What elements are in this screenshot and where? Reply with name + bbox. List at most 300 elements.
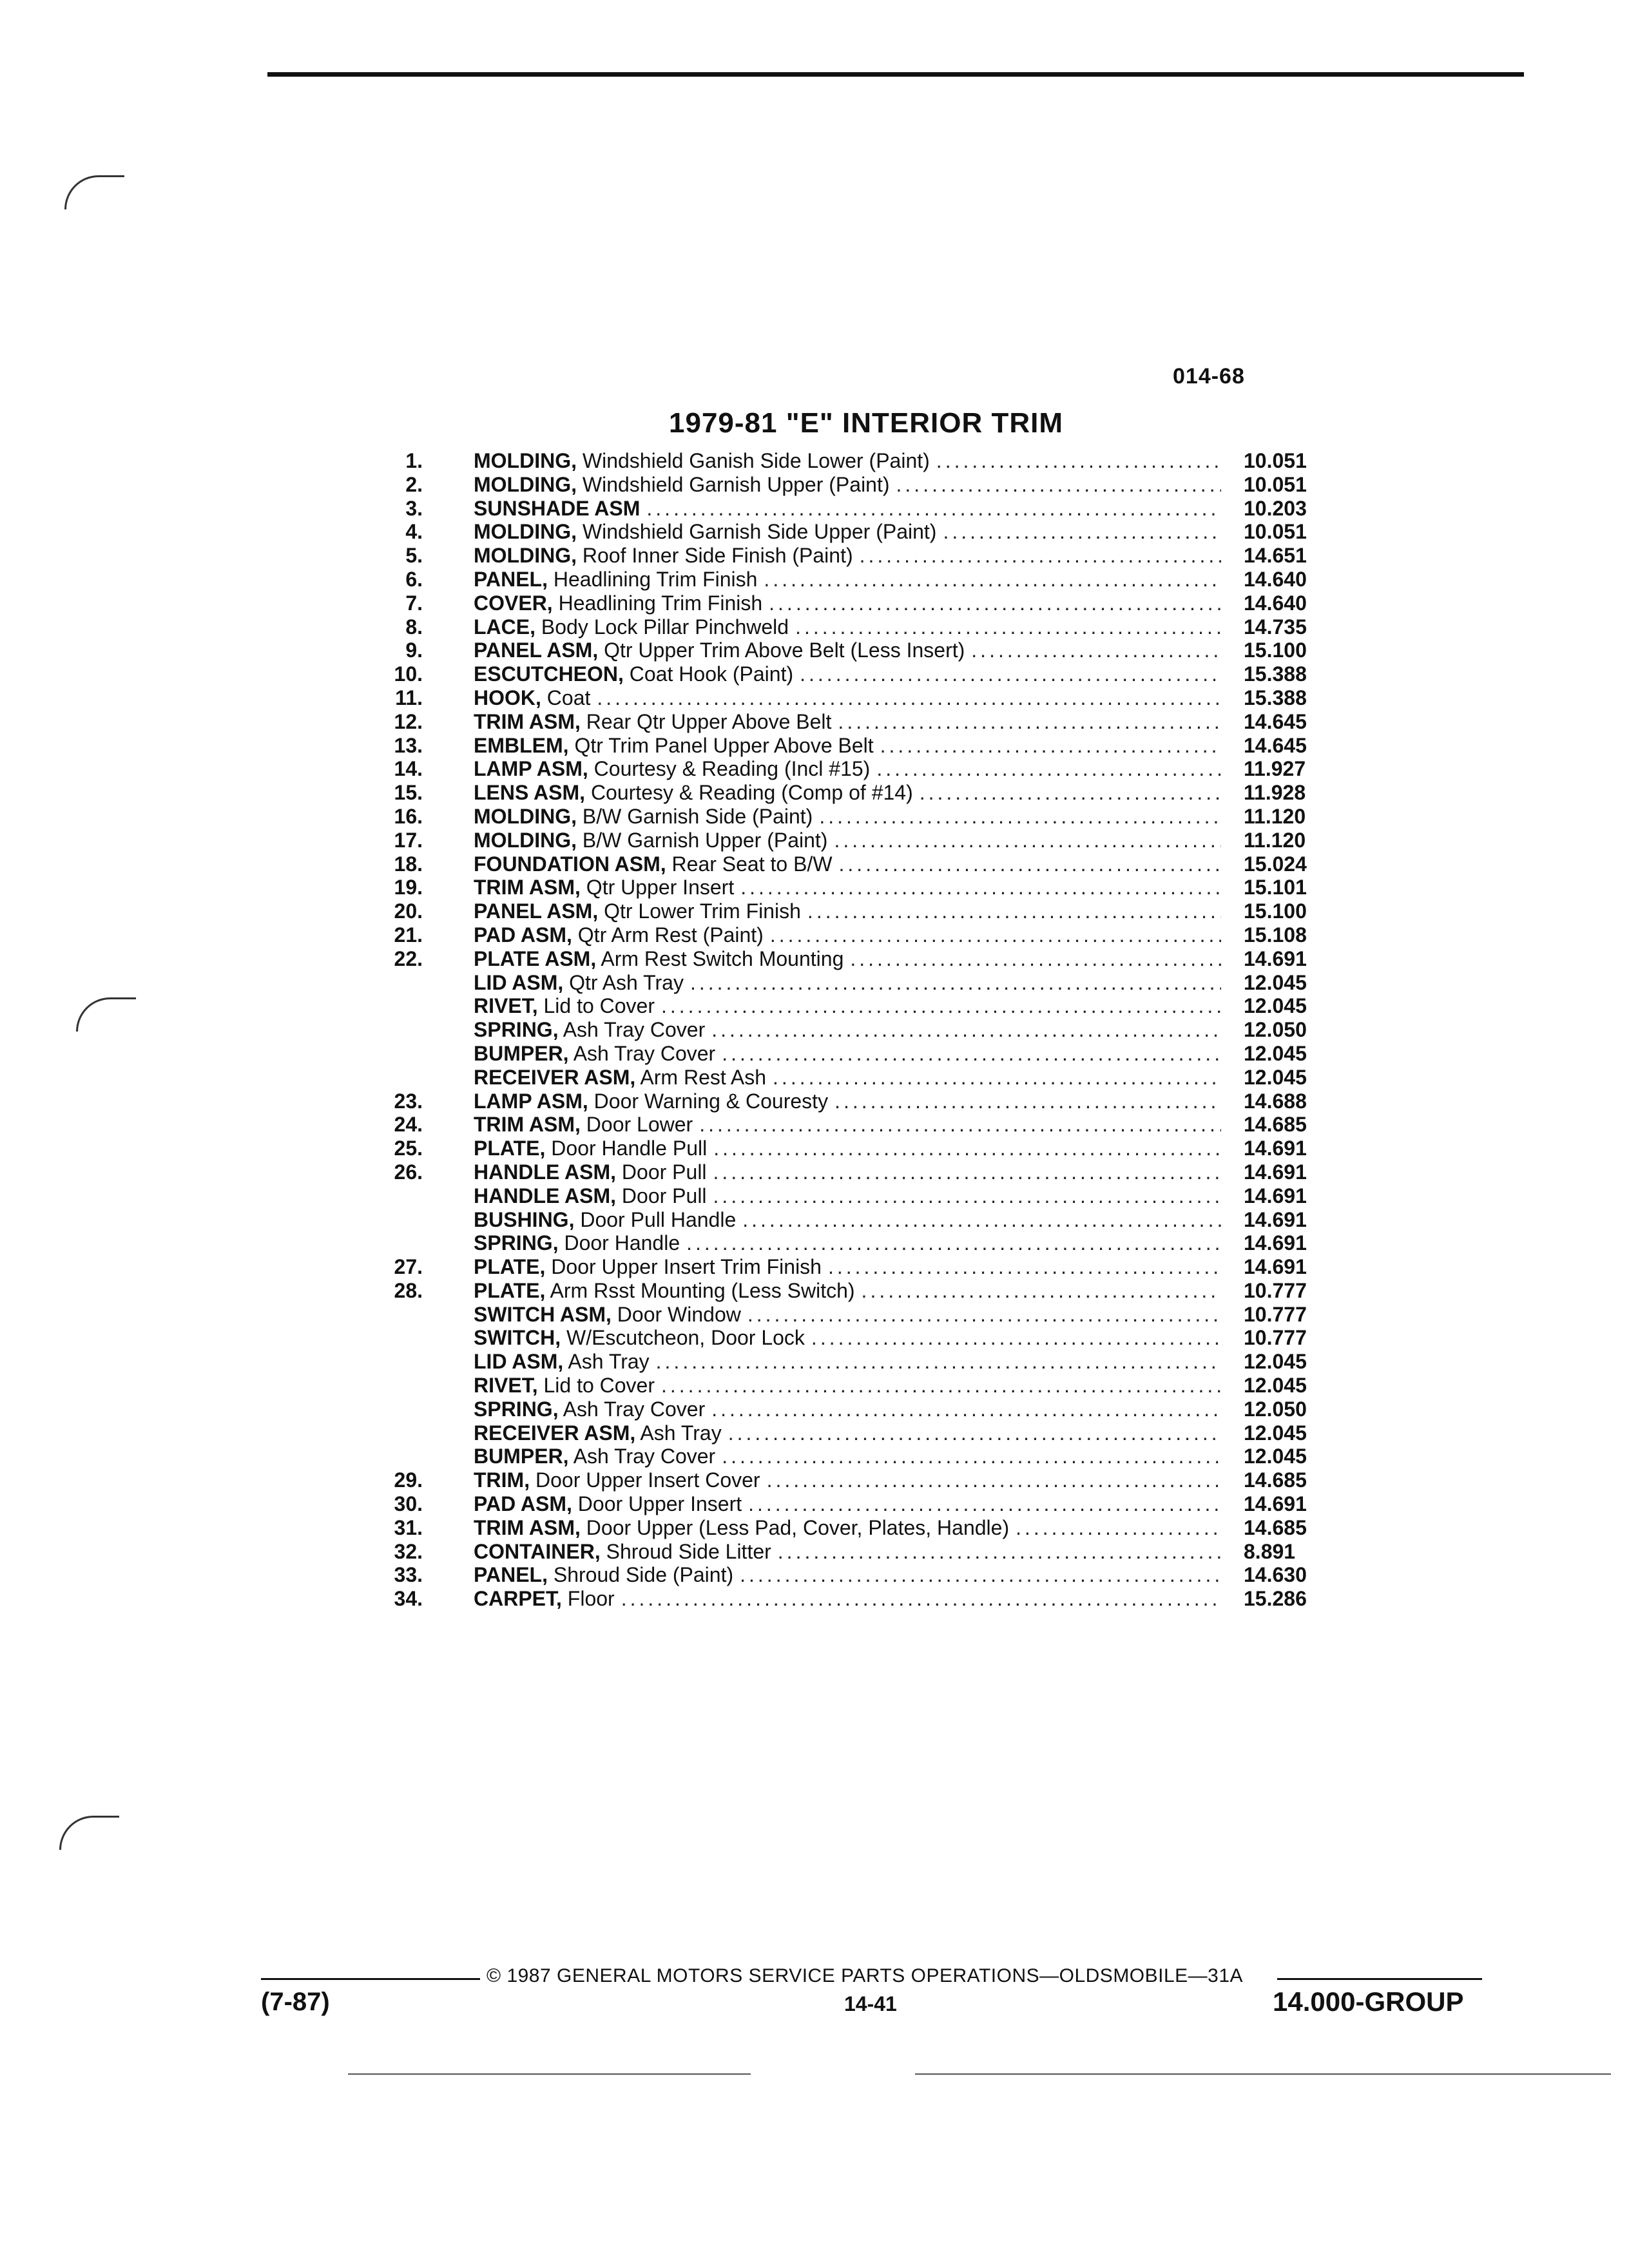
item-description (474, 971, 1221, 995)
dot-leader (876, 757, 1221, 781)
list-item (361, 544, 1366, 568)
item-number: 5. (405, 544, 423, 568)
group-number: 14.691 (1244, 947, 1307, 970)
item-description-text (474, 639, 971, 662)
group-number: 12.045 (1244, 1041, 1307, 1065)
item-description (474, 686, 1221, 710)
list-item (361, 852, 1366, 876)
part-detail: Ash Tray Cover (573, 1445, 716, 1468)
list-item (361, 876, 1366, 899)
item-description (474, 449, 1221, 473)
item-description (474, 473, 1221, 497)
page-number: 14-41 (844, 1992, 897, 2015)
item-description (474, 1208, 1221, 1232)
item-description-text (474, 1516, 1016, 1540)
group-number: 12.050 (1244, 1397, 1307, 1421)
part-name: MOLDING, (474, 544, 577, 568)
part-name: MOLDING, (474, 472, 577, 496)
dot-leader (773, 1066, 1221, 1090)
binder-hole-mark-2 (76, 997, 136, 1032)
part-detail: Rear Seat to B/W (671, 852, 833, 876)
dot-leader (748, 1492, 1221, 1516)
dot-leader (711, 1398, 1221, 1421)
list-item (361, 1255, 1366, 1279)
item-number: 34. (394, 1587, 423, 1611)
part-detail: Shroud Side Litter (606, 1539, 771, 1563)
part-name: ESCUTCHEON, (474, 662, 624, 686)
list-item (361, 994, 1366, 1018)
item-description (474, 544, 1221, 568)
group-number: 11.120 (1244, 828, 1306, 852)
bottom-rule-left (348, 2073, 751, 2075)
item-description-text (474, 923, 770, 947)
item-description (474, 1184, 1221, 1208)
dot-leader (839, 852, 1221, 876)
group-number: 14.645 (1244, 733, 1307, 757)
item-description-text (474, 1231, 686, 1255)
list-item (361, 1279, 1366, 1303)
item-number: 12. (394, 709, 423, 733)
list-item (361, 1326, 1366, 1350)
list-item (361, 520, 1366, 544)
item-description-text (474, 473, 896, 497)
page-code: 014-68 (1173, 364, 1245, 389)
item-number: 19. (394, 876, 423, 899)
list-item (361, 1113, 1366, 1137)
dot-leader (838, 710, 1221, 734)
item-description (474, 1279, 1221, 1303)
dot-leader (850, 947, 1221, 971)
item-number: 33. (394, 1563, 423, 1587)
part-detail: Windshield Garnish Upper (Paint) (582, 472, 890, 496)
dot-leader (862, 1279, 1221, 1303)
item-description-text (474, 1563, 740, 1587)
part-name: SPRING, (474, 1397, 559, 1421)
item-description (474, 1421, 1221, 1445)
list-item (361, 497, 1366, 521)
item-description-text (474, 1445, 722, 1468)
dot-leader (971, 639, 1221, 662)
item-number: 2. (405, 472, 423, 496)
group-number: 10.777 (1244, 1302, 1307, 1326)
part-detail: Arm Rest Ash (640, 1065, 767, 1089)
dot-leader (769, 591, 1221, 615)
part-detail: Qtr Ash Tray (569, 970, 684, 994)
part-detail: Courtesy & Reading (Incl #15) (593, 757, 871, 781)
item-number: 29. (394, 1468, 423, 1492)
part-name: LENS ASM, (474, 781, 586, 805)
dot-leader (896, 473, 1221, 497)
part-detail: Door Upper Insert Cover (535, 1468, 760, 1492)
dot-leader (740, 876, 1221, 899)
item-description (474, 781, 1221, 805)
item-description-text (474, 899, 807, 923)
dot-leader (711, 1018, 1221, 1042)
part-name: EMBLEM, (474, 733, 569, 757)
group-number: 15.108 (1244, 923, 1307, 947)
top-rule (267, 72, 1524, 77)
dot-leader (807, 899, 1221, 923)
part-name: PANEL ASM, (474, 899, 599, 923)
list-item (361, 947, 1366, 971)
item-description-text (474, 805, 819, 829)
item-number: 27. (394, 1255, 423, 1279)
group-number: 15.101 (1244, 876, 1307, 899)
item-description (474, 1563, 1221, 1587)
item-number: 25. (394, 1137, 423, 1160)
part-detail: Headlining Trim Finish (558, 591, 763, 615)
item-number: 16. (394, 804, 423, 828)
item-description-text (474, 1090, 834, 1113)
list-item (361, 734, 1366, 758)
part-detail: B/W Garnish Upper (Paint) (582, 828, 828, 852)
part-name: BUMPER, (474, 1445, 569, 1468)
list-item (361, 1303, 1366, 1327)
item-number: 32. (394, 1539, 423, 1563)
item-description-text (474, 757, 876, 781)
list-item (361, 781, 1366, 805)
item-description-text (474, 1255, 828, 1279)
list-item (361, 639, 1366, 662)
group-number: 15.286 (1244, 1587, 1307, 1611)
list-item (361, 1492, 1366, 1516)
list-item (361, 1374, 1366, 1398)
part-name: PANEL, (474, 1563, 548, 1587)
item-description (474, 923, 1221, 947)
part-detail: Qtr Upper Trim Above Belt (Less Insert) (604, 639, 965, 662)
item-number: 20. (394, 899, 423, 923)
dot-leader (713, 1137, 1221, 1160)
dot-leader (713, 1160, 1221, 1184)
item-description-text (474, 1587, 621, 1611)
item-number: 8. (405, 615, 423, 639)
group-number: 14.735 (1244, 615, 1307, 639)
dot-leader (722, 1445, 1221, 1468)
group-number: 10.051 (1244, 449, 1307, 472)
list-item (361, 449, 1366, 473)
item-description (474, 1113, 1221, 1137)
part-name: CARPET, (474, 1587, 562, 1611)
group-number: 10.203 (1244, 496, 1307, 520)
part-name: HANDLE ASM, (474, 1184, 617, 1207)
part-name: RIVET, (474, 994, 538, 1018)
part-detail: Door Upper Insert (577, 1492, 742, 1516)
item-description-text (474, 449, 936, 473)
list-item (361, 1445, 1366, 1468)
part-name: HOOK, (474, 686, 541, 709)
item-description (474, 615, 1221, 639)
item-description-text (474, 947, 850, 971)
part-detail: Door Warning & Couresty (593, 1089, 829, 1113)
dot-leader (686, 1231, 1221, 1255)
dot-leader (740, 1563, 1221, 1587)
part-name: SWITCH ASM, (474, 1302, 612, 1326)
item-description-text (474, 1540, 778, 1564)
item-description-text (474, 1398, 711, 1421)
list-item (361, 1160, 1366, 1184)
group-number: 14.640 (1244, 567, 1307, 591)
part-detail: Body Lock Pillar Pinchweld (541, 615, 789, 639)
item-description-text (474, 1184, 713, 1208)
item-description (474, 1160, 1221, 1184)
part-detail: Rear Qtr Upper Above Belt (586, 709, 832, 733)
list-item (361, 1516, 1366, 1540)
list-item (361, 757, 1366, 781)
dot-leader (747, 1303, 1221, 1327)
part-name: LID ASM, (474, 970, 564, 994)
part-name: PAD ASM, (474, 923, 572, 947)
item-description (474, 1350, 1221, 1374)
item-description-text (474, 1113, 699, 1137)
item-description (474, 829, 1221, 852)
item-number: 30. (394, 1492, 423, 1516)
binder-hole-mark-3 (59, 1816, 119, 1850)
list-item (361, 473, 1366, 497)
list-item (361, 1421, 1366, 1445)
part-name: TRIM ASM, (474, 1113, 581, 1137)
group-number: 14.688 (1244, 1089, 1307, 1113)
item-number: 23. (394, 1089, 423, 1113)
item-description-text (474, 876, 740, 899)
part-detail: Floor (567, 1587, 615, 1611)
dot-leader (699, 1113, 1221, 1137)
dot-leader (834, 1090, 1221, 1113)
list-item (361, 1398, 1366, 1421)
dot-leader (661, 1374, 1221, 1398)
footer-rule-right (1277, 1978, 1482, 1980)
part-name: PANEL ASM, (474, 639, 599, 662)
list-item (361, 1468, 1366, 1492)
part-detail: W/Escutcheon, Door Lock (566, 1326, 805, 1350)
item-description (474, 497, 1221, 521)
item-number: 22. (394, 947, 423, 970)
part-name: TRIM, (474, 1468, 530, 1492)
dot-leader (597, 686, 1221, 710)
group-number: 11.928 (1244, 781, 1306, 805)
dot-leader (800, 662, 1221, 686)
part-name: COVER, (474, 591, 553, 615)
list-item (361, 1090, 1366, 1113)
item-description (474, 710, 1221, 734)
part-detail: Coat Hook (Paint) (629, 662, 794, 686)
group-code: 14.000-GROUP (1273, 1986, 1464, 2017)
part-name: MOLDING, (474, 449, 577, 472)
item-description (474, 852, 1221, 876)
item-description-text (474, 1303, 747, 1327)
list-item (361, 568, 1366, 591)
item-description (474, 899, 1221, 923)
dot-leader (920, 781, 1221, 805)
part-name: PANEL, (474, 567, 548, 591)
dot-leader (690, 971, 1221, 995)
item-description (474, 1398, 1221, 1421)
part-name: MOLDING, (474, 520, 577, 544)
part-detail: Qtr Lower Trim Finish (604, 899, 801, 923)
part-detail: Door Handle (564, 1231, 680, 1255)
dot-leader (880, 734, 1221, 758)
item-number: 9. (405, 639, 423, 662)
item-description (474, 1137, 1221, 1160)
item-description (474, 947, 1221, 971)
part-detail: Courtesy & Reading (Comp of #14) (590, 781, 913, 805)
list-item (361, 805, 1366, 829)
dot-leader (834, 829, 1221, 852)
group-number: 14.685 (1244, 1113, 1307, 1137)
group-number: 14.691 (1244, 1137, 1307, 1160)
item-description (474, 1255, 1221, 1279)
part-detail: Door Window (617, 1302, 741, 1326)
item-description (474, 1540, 1221, 1564)
dot-leader (860, 544, 1221, 568)
part-name: PLATE, (474, 1278, 546, 1302)
item-description (474, 1374, 1221, 1398)
part-detail: Ash Tray Cover (563, 1018, 706, 1042)
group-number: 10.051 (1244, 520, 1307, 544)
item-description-text (474, 1326, 811, 1350)
item-description-text (474, 568, 764, 591)
part-detail: Door Pull (621, 1160, 707, 1184)
dot-leader (621, 1587, 1221, 1611)
dot-leader (646, 497, 1221, 521)
part-detail: Roof Inner Side Finish (Paint) (582, 544, 853, 568)
item-description (474, 662, 1221, 686)
item-description-text (474, 781, 920, 805)
dot-leader (795, 615, 1221, 639)
dot-leader (656, 1350, 1221, 1374)
group-number: 15.100 (1244, 899, 1307, 923)
item-number: 17. (394, 828, 423, 852)
list-item (361, 1184, 1366, 1208)
item-description-text (474, 591, 769, 615)
part-detail: Door Upper Insert Trim Finish (551, 1255, 822, 1279)
dot-leader (764, 568, 1221, 591)
item-number: 14. (394, 757, 423, 781)
group-number: 15.388 (1244, 662, 1307, 686)
group-number: 14.691 (1244, 1160, 1307, 1184)
item-description-text (474, 1350, 656, 1374)
group-number: 14.645 (1244, 709, 1307, 733)
list-item (361, 1018, 1366, 1042)
group-number: 12.045 (1244, 1065, 1307, 1089)
part-detail: Door Pull (621, 1184, 707, 1207)
list-item (361, 710, 1366, 734)
group-number: 14.691 (1244, 1207, 1307, 1231)
part-detail: B/W Garnish Side (Paint) (582, 804, 813, 828)
group-number: 12.045 (1244, 1374, 1307, 1398)
part-detail: Windshield Ganish Side Lower (Paint) (582, 449, 930, 472)
item-number: 26. (394, 1160, 423, 1184)
item-description-text (474, 1374, 661, 1398)
copyright-notice: © 1987 GENERAL MOTORS SERVICE PARTS OPERATIONS—OLDSMOBILE—31A (487, 1965, 1244, 1986)
part-name: SWITCH, (474, 1326, 561, 1350)
part-name: SPRING, (474, 1231, 559, 1255)
page-title (0, 407, 1629, 439)
dot-leader (713, 1184, 1221, 1208)
group-number: 14.691 (1244, 1492, 1307, 1516)
part-name: HANDLE ASM, (474, 1160, 617, 1184)
dot-leader (742, 1208, 1221, 1232)
bottom-rule-right (915, 2073, 1611, 2075)
item-description (474, 639, 1221, 662)
part-detail: Ash Tray Cover (563, 1397, 706, 1421)
group-number: 14.630 (1244, 1563, 1307, 1587)
item-description-text (474, 1018, 711, 1042)
item-number: 3. (405, 496, 423, 520)
part-name: LACE, (474, 615, 535, 639)
group-number: 12.045 (1244, 1445, 1307, 1468)
item-description-text (474, 520, 943, 544)
part-name: LAMP ASM, (474, 1089, 588, 1113)
item-description-text (474, 1160, 713, 1184)
part-name: MOLDING, (474, 828, 577, 852)
item-description-text (474, 497, 646, 521)
part-name: BUMPER, (474, 1041, 569, 1065)
part-name: LID ASM, (474, 1350, 564, 1374)
part-detail: Qtr Trim Panel Upper Above Belt (574, 733, 874, 757)
part-name: SPRING, (474, 1018, 559, 1042)
dot-leader (722, 1042, 1221, 1066)
dot-leader (936, 449, 1221, 473)
item-description (474, 994, 1221, 1018)
list-item (361, 1350, 1366, 1374)
group-number: 10.051 (1244, 472, 1307, 496)
item-description-text (474, 1492, 748, 1516)
dot-leader (778, 1540, 1221, 1564)
group-number: 14.685 (1244, 1515, 1307, 1539)
group-number: 14.691 (1244, 1255, 1307, 1279)
group-number: 10.777 (1244, 1278, 1307, 1302)
dot-leader (1016, 1516, 1221, 1540)
item-description (474, 1090, 1221, 1113)
part-name: PAD ASM, (474, 1492, 572, 1516)
page-title-text: 1979-81 "E" INTERIOR TRIM (669, 407, 1063, 439)
item-number: 24. (394, 1113, 423, 1137)
item-description (474, 757, 1221, 781)
item-description (474, 591, 1221, 615)
item-description (474, 1231, 1221, 1255)
item-number: 11. (395, 686, 423, 709)
part-detail: Ash Tray (640, 1421, 722, 1445)
part-detail: Lid to Cover (543, 1374, 655, 1398)
item-number: 1. (405, 449, 423, 472)
list-item (361, 829, 1366, 852)
dot-leader (943, 520, 1221, 544)
item-description-text (474, 971, 690, 995)
dot-leader (661, 994, 1221, 1018)
item-description-text (474, 1137, 713, 1160)
group-number: 14.685 (1244, 1468, 1307, 1492)
part-detail: Qtr Upper Insert (586, 876, 735, 899)
item-description-text (474, 710, 838, 734)
group-number: 10.777 (1244, 1326, 1307, 1350)
item-number: 15. (394, 781, 423, 805)
group-number: 12.045 (1244, 1350, 1307, 1374)
list-item (361, 1137, 1366, 1160)
list-item (361, 923, 1366, 947)
group-number: 15.024 (1244, 852, 1307, 876)
item-description (474, 1492, 1221, 1516)
item-description (474, 1018, 1221, 1042)
group-number: 15.388 (1244, 686, 1307, 709)
part-detail: Qtr Arm Rest (Paint) (577, 923, 764, 947)
list-item (361, 1540, 1366, 1564)
part-name: BUSHING, (474, 1207, 575, 1231)
item-description-text (474, 994, 661, 1018)
part-detail: Arm Rsst Mounting (Less Switch) (550, 1278, 855, 1302)
item-number: 28. (394, 1278, 423, 1302)
item-description (474, 1303, 1221, 1327)
item-description (474, 1468, 1221, 1492)
